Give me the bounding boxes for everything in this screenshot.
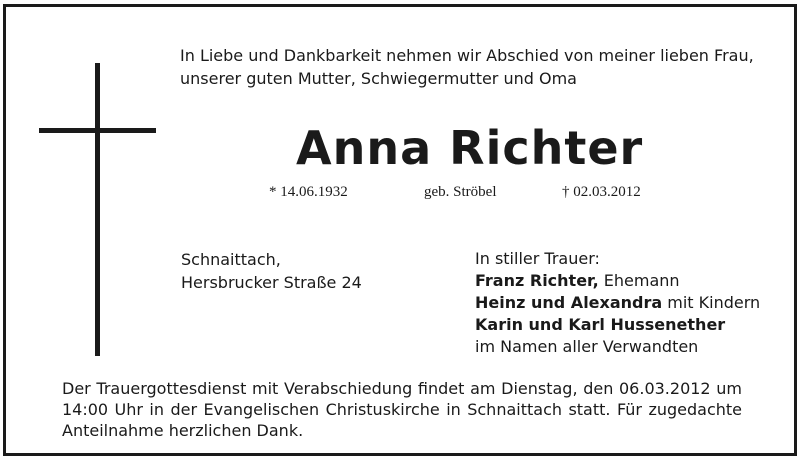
cross-horizontal-bar	[39, 128, 156, 133]
mourners-list	[475, 248, 760, 358]
deceased-name: Anna Richter	[296, 121, 644, 175]
intro-line-2: unserer guten Mutter, Schwiegermutter und Oma	[180, 69, 577, 88]
death-date: † 02.03.2012	[562, 184, 641, 200]
address	[181, 248, 362, 294]
service-announcement	[62, 378, 742, 441]
birth-date: * 14.06.1932	[269, 184, 348, 200]
mourner-entry	[475, 292, 760, 314]
cross-vertical-bar	[95, 63, 100, 356]
address-line-2: Hersbrucker Straße 24	[181, 273, 362, 292]
mourner-entry	[475, 270, 760, 292]
intro-text	[180, 44, 754, 90]
mourner-name: Franz Richter,	[475, 271, 599, 290]
mourner-note: mit Kindern	[662, 293, 761, 312]
address-line-1: Schnaittach,	[181, 250, 281, 269]
maiden-name: geb. Ströbel	[424, 184, 497, 200]
mourner-name: Heinz und Alexandra	[475, 293, 663, 312]
mourner-note: Ehemann	[598, 271, 680, 290]
intro-line-1: In Liebe und Dankbarkeit nehmen wir Abschied von meiner lieben Frau,	[180, 46, 754, 65]
mourner-name: Karin und Karl Hussenether	[475, 315, 726, 334]
mourners-heading: In stiller Trauer:	[475, 249, 600, 268]
service-line-1: Der Trauergottesdienst mit Verabschiedung findet am Dienstag, den 06.03.2012 um	[62, 379, 742, 398]
mourners-footer: im Namen aller Verwandten	[475, 337, 699, 356]
mourner-entry	[475, 314, 760, 336]
service-line-2: 14:00 Uhr in der Evangelischen Christuskirche in Schnaittach statt. Für zugedachte	[62, 400, 742, 419]
service-line-3: Anteilnahme herzlichen Dank.	[62, 421, 304, 440]
